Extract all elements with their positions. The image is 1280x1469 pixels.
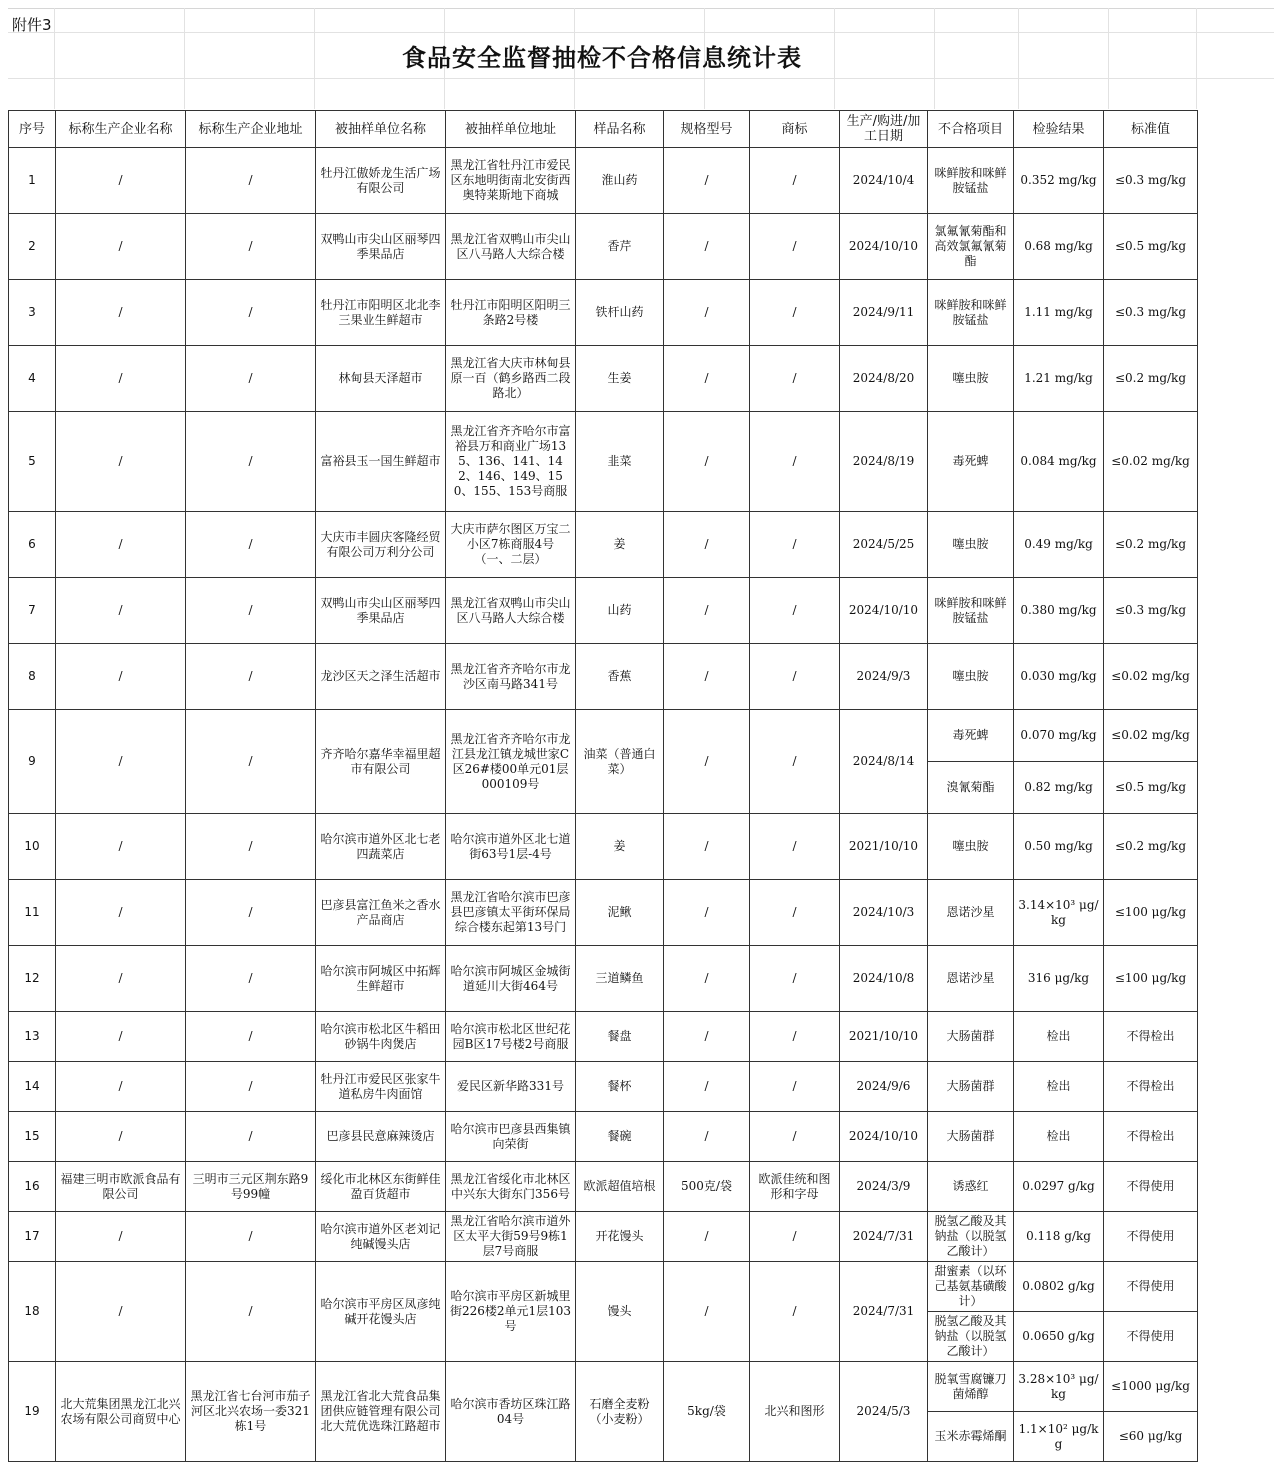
cell-result: 检出 [1014, 1012, 1104, 1062]
cell-date: 2024/5/3 [840, 1362, 928, 1462]
cell-no: 13 [9, 1012, 56, 1062]
cell-sampled-addr: 黑龙江省双鸭山市尖山区八马路人大综合楼 [446, 214, 576, 280]
cell-sample: 淮山药 [576, 148, 664, 214]
cell-item: 恩诺沙星 [928, 880, 1014, 946]
cell-item: 脱氢乙酸及其钠盐（以脱氢乙酸计） [928, 1212, 1014, 1262]
page-title: 食品安全监督抽检不合格信息统计表 [402, 43, 802, 72]
cell-brand: / [750, 814, 840, 880]
cell-no: 14 [9, 1062, 56, 1112]
cell-result: 0.0297 g/kg [1014, 1162, 1104, 1212]
col-header-item: 不合格项目 [928, 111, 1014, 148]
cell-result: 0.0802 g/kg [1014, 1262, 1104, 1312]
cell-sample: 餐杯 [576, 1062, 664, 1112]
cell-producer-addr: / [186, 578, 316, 644]
cell-producer-addr: / [186, 512, 316, 578]
cell-standard: ≤0.3 mg/kg [1104, 578, 1198, 644]
cell-sampled-addr: 爱民区新华路331号 [446, 1062, 576, 1112]
cell-sample: 泥鳅 [576, 880, 664, 946]
table-row [9, 1362, 1198, 1412]
cell-spec: / [664, 578, 750, 644]
cell-brand: / [750, 1212, 840, 1262]
cell-date: 2024/10/4 [840, 148, 928, 214]
cell-sampled-addr: 哈尔滨市巴彦县西集镇向荣街 [446, 1112, 576, 1162]
cell-brand: 北兴和图形 [750, 1362, 840, 1462]
cell-sampled-unit: 绥化市北林区东街鲜佳盈百货超市 [316, 1162, 446, 1212]
cell-producer-addr: / [186, 1012, 316, 1062]
table-row [9, 280, 1198, 346]
table-row [9, 814, 1198, 880]
cell-no: 5 [9, 412, 56, 512]
cell-producer-addr: / [186, 1062, 316, 1112]
cell-brand: 欧派佳统和图形和字母 [750, 1162, 840, 1212]
cell-brand: / [750, 346, 840, 412]
cell-sampled-addr: 黑龙江省哈尔滨市巴彦县巴彦镇太平街环保局综合楼东起第13号门 [446, 880, 576, 946]
cell-standard: 不得使用 [1104, 1262, 1198, 1312]
cell-producer-addr: / [186, 880, 316, 946]
cell-standard: ≤0.2 mg/kg [1104, 512, 1198, 578]
cell-result: 0.0650 g/kg [1014, 1312, 1104, 1362]
cell-producer-addr: / [186, 148, 316, 214]
cell-date: 2024/7/31 [840, 1262, 928, 1362]
cell-sample: 餐盘 [576, 1012, 664, 1062]
cell-no: 1 [9, 148, 56, 214]
cell-producer: / [56, 1062, 186, 1112]
cell-sampled-addr: 哈尔滨市松北区世纪花园B区17号楼2号商服 [446, 1012, 576, 1062]
col-header-sampled-addr: 被抽样单位地址 [446, 111, 576, 148]
col-header-producer: 标称生产企业名称 [56, 111, 186, 148]
cell-date: 2024/8/19 [840, 412, 928, 512]
table-row [9, 1112, 1198, 1162]
table-row [9, 148, 1198, 214]
cell-sampled-addr: 黑龙江省大庆市林甸县原一百（鹤乡路西二段路北） [446, 346, 576, 412]
cell-brand: / [750, 214, 840, 280]
cell-item: 咪鲜胺和咪鲜胺锰盐 [928, 280, 1014, 346]
cell-item: 大肠菌群 [928, 1112, 1014, 1162]
cell-date: 2024/8/14 [840, 710, 928, 814]
cell-item: 溴氰菊酯 [928, 762, 1014, 814]
cell-spec: / [664, 346, 750, 412]
cell-standard: 不得检出 [1104, 1012, 1198, 1062]
cell-no: 16 [9, 1162, 56, 1212]
col-header-spec: 规格型号 [664, 111, 750, 148]
cell-spec: / [664, 1112, 750, 1162]
cell-sampled-unit: 牡丹江市爱民区张家牛道私房牛肉面馆 [316, 1062, 446, 1112]
cell-sampled-unit: 林甸县天泽超市 [316, 346, 446, 412]
cell-standard: ≤0.02 mg/kg [1104, 710, 1198, 762]
cell-date: 2024/3/9 [840, 1162, 928, 1212]
cell-date: 2021/10/10 [840, 1012, 928, 1062]
cell-date: 2024/8/20 [840, 346, 928, 412]
cell-item: 噻虫胺 [928, 512, 1014, 578]
cell-standard: 不得检出 [1104, 1062, 1198, 1112]
cell-producer-addr: 三明市三元区荆东路9号99幢 [186, 1162, 316, 1212]
cell-result: 0.084 mg/kg [1014, 412, 1104, 512]
cell-item: 玉米赤霉烯酮 [928, 1412, 1014, 1462]
cell-sample: 石磨全麦粉（小麦粉） [576, 1362, 664, 1462]
cell-sample: 姜 [576, 814, 664, 880]
cell-producer: / [56, 1212, 186, 1262]
cell-producer: / [56, 578, 186, 644]
cell-item: 恩诺沙星 [928, 946, 1014, 1012]
cell-sample: 山药 [576, 578, 664, 644]
inspection-table [8, 110, 1198, 1462]
cell-sample: 铁杆山药 [576, 280, 664, 346]
cell-item: 甜蜜素（以环己基氨基磺酸计） [928, 1262, 1014, 1312]
cell-no: 18 [9, 1262, 56, 1362]
cell-item: 脱氢乙酸及其钠盐（以脱氢乙酸计） [928, 1312, 1014, 1362]
cell-result: 0.82 mg/kg [1014, 762, 1104, 814]
cell-producer: / [56, 1012, 186, 1062]
table-row [9, 1262, 1198, 1312]
cell-standard: ≤100 μg/kg [1104, 946, 1198, 1012]
cell-sampled-unit: 牡丹江市阳明区北北李三果业生鲜超市 [316, 280, 446, 346]
cell-producer-addr: / [186, 412, 316, 512]
cell-sampled-addr: 黑龙江省牡丹江市爱民区东地明街南北安街西奥特莱斯地下商城 [446, 148, 576, 214]
col-header-date: 生产/购进/加工日期 [840, 111, 928, 148]
cell-producer: / [56, 644, 186, 710]
cell-sampled-unit: 哈尔滨市阿城区中拓辉生鲜超市 [316, 946, 446, 1012]
table-row [9, 710, 1198, 762]
cell-date: 2024/7/31 [840, 1212, 928, 1262]
cell-standard: 不得使用 [1104, 1162, 1198, 1212]
cell-brand: / [750, 412, 840, 512]
cell-brand: / [750, 1062, 840, 1112]
cell-result: 0.070 mg/kg [1014, 710, 1104, 762]
cell-standard: ≤100 μg/kg [1104, 880, 1198, 946]
grid-top-line [8, 8, 1274, 9]
table-row [9, 644, 1198, 710]
cell-item: 毒死蜱 [928, 710, 1014, 762]
header-row [9, 111, 1198, 148]
cell-sampled-unit: 巴彦县民意麻辣烫店 [316, 1112, 446, 1162]
cell-producer-addr: / [186, 710, 316, 814]
cell-spec: / [664, 1012, 750, 1062]
cell-sampled-addr: 黑龙江省哈尔滨市道外区太平大街59号9栋1层7号商服 [446, 1212, 576, 1262]
cell-sample: 油菜（普通白菜） [576, 710, 664, 814]
col-header-producer-addr: 标称生产企业地址 [186, 111, 316, 148]
cell-standard: ≤60 μg/kg [1104, 1412, 1198, 1462]
cell-standard: ≤0.2 mg/kg [1104, 814, 1198, 880]
cell-producer-addr: / [186, 280, 316, 346]
col-header-no: 序号 [9, 111, 56, 148]
cell-spec: / [664, 1262, 750, 1362]
grid-hline [8, 78, 1274, 79]
cell-no: 15 [9, 1112, 56, 1162]
cell-producer: / [56, 346, 186, 412]
cell-item: 氯氟氰菊酯和高效氯氟氰菊酯 [928, 214, 1014, 280]
cell-no: 10 [9, 814, 56, 880]
cell-brand: / [750, 512, 840, 578]
cell-producer-addr: / [186, 814, 316, 880]
table-row [9, 1012, 1198, 1062]
cell-sampled-addr: 哈尔滨市香坊区珠江路04号 [446, 1362, 576, 1462]
cell-sample: 开花馒头 [576, 1212, 664, 1262]
cell-date: 2024/10/10 [840, 578, 928, 644]
cell-producer-addr: 黑龙江省七台河市茄子河区北兴农场一委321栋1号 [186, 1362, 316, 1462]
cell-date: 2024/10/8 [840, 946, 928, 1012]
cell-item: 咪鲜胺和咪鲜胺锰盐 [928, 578, 1014, 644]
cell-sample: 姜 [576, 512, 664, 578]
cell-producer: / [56, 214, 186, 280]
col-header-brand: 商标 [750, 111, 840, 148]
cell-spec: / [664, 644, 750, 710]
col-header-result: 检验结果 [1014, 111, 1104, 148]
cell-sampled-unit: 牡丹江傲娇龙生活广场有限公司 [316, 148, 446, 214]
cell-brand: / [750, 1012, 840, 1062]
cell-no: 2 [9, 214, 56, 280]
cell-result: 检出 [1014, 1062, 1104, 1112]
cell-no: 12 [9, 946, 56, 1012]
cell-sample: 生姜 [576, 346, 664, 412]
cell-date: 2024/9/3 [840, 644, 928, 710]
cell-sampled-unit: 哈尔滨市平房区凤彦纯碱开花馒头店 [316, 1262, 446, 1362]
cell-no: 7 [9, 578, 56, 644]
table-row [9, 946, 1198, 1012]
cell-date: 2024/5/25 [840, 512, 928, 578]
cell-producer-addr: / [186, 214, 316, 280]
cell-brand: / [750, 280, 840, 346]
cell-spec: / [664, 880, 750, 946]
cell-sampled-addr: 哈尔滨市阿城区金城街道延川大街464号 [446, 946, 576, 1012]
cell-standard: ≤0.02 mg/kg [1104, 412, 1198, 512]
cell-result: 316 μg/kg [1014, 946, 1104, 1012]
cell-spec: / [664, 814, 750, 880]
cell-sampled-unit: 大庆市丰圆庆客隆经贸有限公司万利分公司 [316, 512, 446, 578]
cell-producer: 福建三明市欧派食品有限公司 [56, 1162, 186, 1212]
cell-producer: / [56, 280, 186, 346]
cell-sampled-addr: 黑龙江省双鸭山市尖山区八马路人大综合楼 [446, 578, 576, 644]
cell-brand: / [750, 644, 840, 710]
col-header-standard: 标准值 [1104, 111, 1198, 148]
cell-sampled-unit: 哈尔滨市道外区北七老四蔬菜店 [316, 814, 446, 880]
cell-spec: / [664, 148, 750, 214]
cell-spec: 5kg/袋 [664, 1362, 750, 1462]
cell-standard: ≤0.2 mg/kg [1104, 346, 1198, 412]
cell-standard: 不得使用 [1104, 1312, 1198, 1362]
cell-producer: / [56, 1112, 186, 1162]
cell-producer: 北大荒集团黑龙江北兴农场有限公司商贸中心 [56, 1362, 186, 1462]
cell-result: 3.28×10³ μg/kg [1014, 1362, 1104, 1412]
grid-hline [8, 32, 1274, 33]
cell-sampled-addr: 哈尔滨市道外区北七道街63号1层-4号 [446, 814, 576, 880]
cell-standard: ≤0.5 mg/kg [1104, 762, 1198, 814]
cell-date: 2024/10/10 [840, 214, 928, 280]
cell-brand: / [750, 578, 840, 644]
cell-spec: / [664, 512, 750, 578]
cell-spec: / [664, 280, 750, 346]
cell-sample: 韭菜 [576, 412, 664, 512]
cell-result: 1.11 mg/kg [1014, 280, 1104, 346]
cell-result: 0.030 mg/kg [1014, 644, 1104, 710]
cell-sampled-addr: 黑龙江省绥化市北林区中兴东大街东门356号 [446, 1162, 576, 1212]
cell-item: 噻虫胺 [928, 644, 1014, 710]
cell-result: 0.352 mg/kg [1014, 148, 1104, 214]
cell-producer-addr: / [186, 1112, 316, 1162]
cell-sampled-unit: 富裕县玉一国生鲜超市 [316, 412, 446, 512]
cell-spec: / [664, 214, 750, 280]
cell-result: 0.49 mg/kg [1014, 512, 1104, 578]
cell-sampled-addr: 牡丹江市阳明区阳明三条路2号楼 [446, 280, 576, 346]
cell-brand: / [750, 946, 840, 1012]
cell-brand: / [750, 148, 840, 214]
cell-producer: / [56, 880, 186, 946]
cell-producer: / [56, 1262, 186, 1362]
cell-item: 噻虫胺 [928, 814, 1014, 880]
cell-sampled-unit: 巴彦县富江鱼米之香水产品商店 [316, 880, 446, 946]
table-row [9, 880, 1198, 946]
cell-item: 大肠菌群 [928, 1012, 1014, 1062]
cell-item: 毒死蜱 [928, 412, 1014, 512]
cell-brand: / [750, 880, 840, 946]
cell-producer: / [56, 710, 186, 814]
cell-no: 8 [9, 644, 56, 710]
cell-sampled-unit: 哈尔滨市松北区牛稻田砂锅牛肉煲店 [316, 1012, 446, 1062]
table-row [9, 214, 1198, 280]
cell-sample: 欧派超值培根 [576, 1162, 664, 1212]
cell-result: 3.14×10³ μg/kg [1014, 880, 1104, 946]
cell-no: 9 [9, 710, 56, 814]
cell-sample: 馒头 [576, 1262, 664, 1362]
table-row [9, 412, 1198, 512]
cell-producer: / [56, 946, 186, 1012]
cell-producer: / [56, 814, 186, 880]
cell-date: 2021/10/10 [840, 814, 928, 880]
cell-result: 0.118 g/kg [1014, 1212, 1104, 1262]
cell-sampled-addr: 黑龙江省齐齐哈尔市龙江县龙江镇龙城世家C区26#楼00单元01层000109号 [446, 710, 576, 814]
cell-brand: / [750, 710, 840, 814]
cell-sampled-addr: 黑龙江省齐齐哈尔市龙沙区南马路341号 [446, 644, 576, 710]
col-header-sample: 样品名称 [576, 111, 664, 148]
cell-item: 噻虫胺 [928, 346, 1014, 412]
cell-date: 2024/10/10 [840, 1112, 928, 1162]
cell-sampled-unit: 双鸭山市尖山区丽琴四季果品店 [316, 578, 446, 644]
cell-no: 11 [9, 880, 56, 946]
cell-sampled-addr: 大庆市萨尔图区万宝二小区7栋商服4号（一、二层） [446, 512, 576, 578]
cell-result: 检出 [1014, 1112, 1104, 1162]
cell-brand: / [750, 1112, 840, 1162]
table-body [9, 148, 1198, 1462]
cell-standard: ≤0.02 mg/kg [1104, 644, 1198, 710]
cell-item: 诱惑红 [928, 1162, 1014, 1212]
table-row [9, 346, 1198, 412]
cell-spec: / [664, 1062, 750, 1112]
cell-result: 1.21 mg/kg [1014, 346, 1104, 412]
cell-date: 2024/10/3 [840, 880, 928, 946]
cell-no: 6 [9, 512, 56, 578]
cell-producer-addr: / [186, 346, 316, 412]
cell-result: 0.68 mg/kg [1014, 214, 1104, 280]
cell-producer-addr: / [186, 644, 316, 710]
col-header-sampled-unit: 被抽样单位名称 [316, 111, 446, 148]
cell-producer: / [56, 512, 186, 578]
cell-sampled-unit: 齐齐哈尔嘉华幸福里超市有限公司 [316, 710, 446, 814]
cell-no: 3 [9, 280, 56, 346]
cell-no: 19 [9, 1362, 56, 1462]
cell-sampled-addr: 哈尔滨市平房区新城里街226楼2单元1层103号 [446, 1262, 576, 1362]
table-row [9, 578, 1198, 644]
table-row [9, 1162, 1198, 1212]
cell-spec: 500克/袋 [664, 1162, 750, 1212]
cell-result: 0.50 mg/kg [1014, 814, 1104, 880]
cell-no: 4 [9, 346, 56, 412]
cell-standard: ≤0.3 mg/kg [1104, 280, 1198, 346]
cell-standard: ≤0.3 mg/kg [1104, 148, 1198, 214]
cell-producer: / [56, 412, 186, 512]
table-row [9, 1062, 1198, 1112]
cell-standard: 不得检出 [1104, 1112, 1198, 1162]
cell-result: 0.380 mg/kg [1014, 578, 1104, 644]
cell-no: 17 [9, 1212, 56, 1262]
cell-sample: 香蕉 [576, 644, 664, 710]
cell-producer: / [56, 148, 186, 214]
cell-brand: / [750, 1262, 840, 1362]
cell-producer-addr: / [186, 1212, 316, 1262]
cell-item: 脱氧雪腐镰刀菌烯醇 [928, 1362, 1014, 1412]
cell-sampled-unit: 龙沙区天之泽生活超市 [316, 644, 446, 710]
grid-vline [1196, 8, 1197, 109]
cell-result: 1.1×10² μg/kg [1014, 1412, 1104, 1462]
cell-producer-addr: / [186, 1262, 316, 1362]
cell-producer-addr: / [186, 946, 316, 1012]
cell-date: 2024/9/6 [840, 1062, 928, 1112]
cell-standard: ≤0.5 mg/kg [1104, 214, 1198, 280]
cell-item: 咪鲜胺和咪鲜胺锰盐 [928, 148, 1014, 214]
attachment-label: 附件3 [12, 16, 52, 34]
table-row [9, 1212, 1198, 1262]
cell-sample: 餐碗 [576, 1112, 664, 1162]
cell-sampled-unit: 双鸭山市尖山区丽琴四季果品店 [316, 214, 446, 280]
cell-item: 大肠菌群 [928, 1062, 1014, 1112]
cell-standard: 不得使用 [1104, 1212, 1198, 1262]
cell-sample: 三道鳞鱼 [576, 946, 664, 1012]
cell-spec: / [664, 412, 750, 512]
cell-spec: / [664, 710, 750, 814]
cell-sampled-unit: 黑龙江省北大荒食品集团供应链管理有限公司北大荒优选珠江路超市 [316, 1362, 446, 1462]
cell-sampled-addr: 黑龙江省齐齐哈尔市富裕县万和商业广场135、136、141、142、146、149、150、155、153号商服 [446, 412, 576, 512]
cell-standard: ≤1000 μg/kg [1104, 1362, 1198, 1412]
cell-date: 2024/9/11 [840, 280, 928, 346]
cell-spec: / [664, 946, 750, 1012]
cell-sample: 香芹 [576, 214, 664, 280]
cell-spec: / [664, 1212, 750, 1262]
table-row [9, 512, 1198, 578]
cell-sampled-unit: 哈尔滨市道外区老刘记纯碱馒头店 [316, 1212, 446, 1262]
